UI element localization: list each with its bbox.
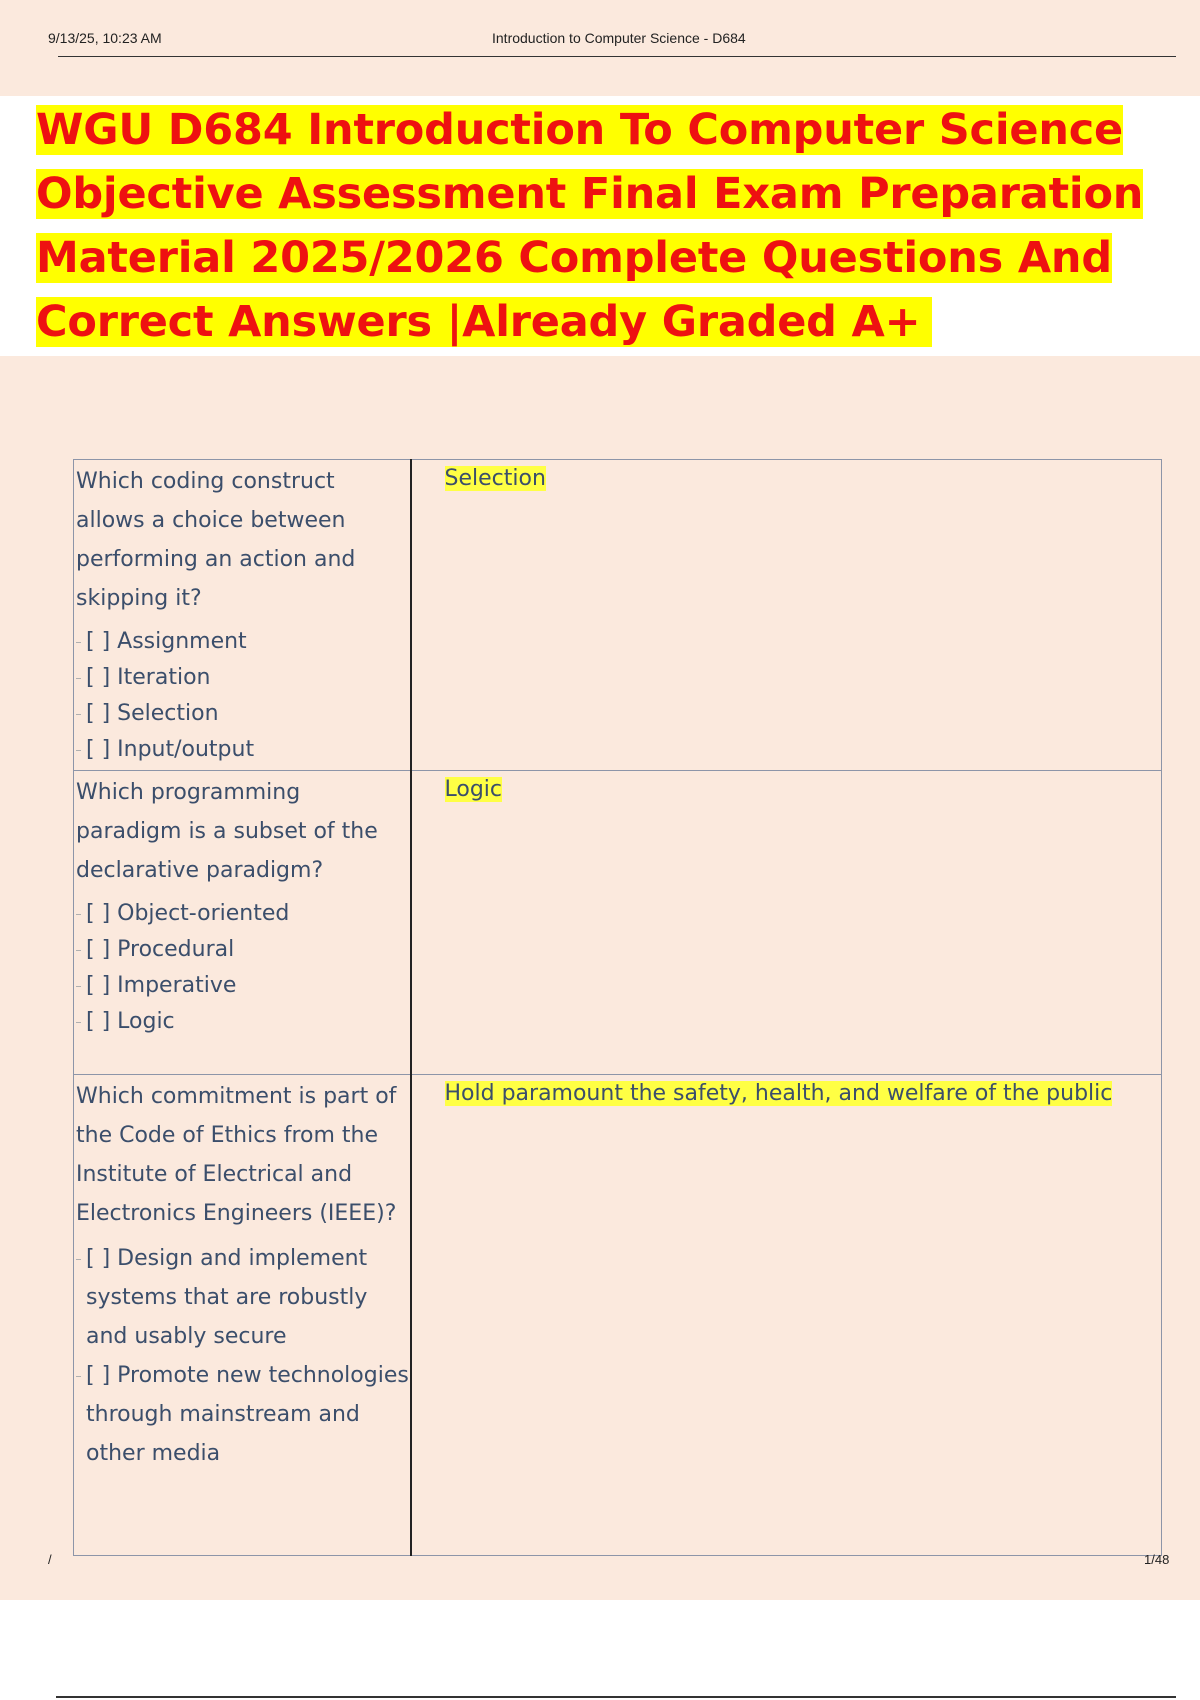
question-cell [74, 460, 411, 771]
answer-text: Selection [444, 466, 546, 491]
question-cell [74, 771, 411, 1075]
print-timestamp: 9/13/25, 10:23 AM [48, 30, 162, 46]
footer-path: / [48, 1552, 52, 1567]
option-item: [ ] Input/output [76, 732, 410, 768]
option-item: [ ] Promote new technologies through mainstream and other media [76, 1356, 410, 1473]
option-list [76, 1239, 410, 1473]
qa-row [74, 460, 1162, 771]
qa-table [73, 459, 1162, 1556]
answer-cell [411, 1075, 1162, 1556]
answer-text: Hold paramount the safety, health, and welfare of the public [444, 1081, 1113, 1106]
page-number: 1/48 [1144, 1552, 1170, 1567]
option-item: [ ] Object-oriented [76, 896, 410, 932]
document-title [36, 98, 1146, 354]
document-title-text: WGU D684 Introduction To Computer Science Objective Assessment Final Exam Preparation Material 2025/2026 Complete Questions And Correct Answers |Already Graded A+ [36, 105, 1144, 347]
option-item: [ ] Imperative [76, 968, 410, 1004]
qa-row [74, 1075, 1162, 1556]
question-cell [74, 1075, 411, 1556]
qa-row [74, 771, 1162, 1075]
option-list [76, 896, 410, 1040]
answer-cell [411, 771, 1162, 1075]
print-doc-title: Introduction to Computer Science - D684 [492, 30, 746, 46]
question-text: Which coding construct allows a choice between performing an action and skipping it? [76, 469, 356, 611]
answer-text: Logic [444, 777, 503, 802]
question-text: Which commitment is part of the Code of Ethics from the Institute of Electrical and Electronics Engineers (IEEE)? [76, 1084, 397, 1226]
option-item: [ ] Assignment [76, 624, 410, 660]
option-item: [ ] Procedural [76, 932, 410, 968]
answer-cell [411, 460, 1162, 771]
option-item: [ ] Selection [76, 696, 410, 732]
option-item: [ ] Design and implement systems that are robustly and usably secure [76, 1239, 410, 1356]
question-text: Which programming paradigm is a subset of the declarative paradigm? [76, 780, 378, 883]
option-list [76, 624, 410, 768]
option-item: [ ] Logic [76, 1004, 410, 1040]
header-divider [58, 56, 1176, 57]
option-item: [ ] Iteration [76, 660, 410, 696]
next-page-header-divider [56, 1696, 1176, 1698]
